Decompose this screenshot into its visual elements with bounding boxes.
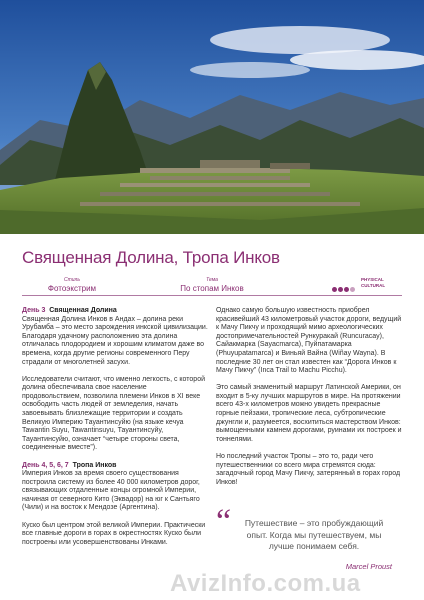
day-label: День 4, 5, 6, 7 <box>22 461 69 469</box>
tour-meta <box>22 277 402 299</box>
day-label: День 3 <box>22 307 46 314</box>
quote-mark-icon: “ <box>216 503 232 540</box>
divider <box>22 295 402 296</box>
quote-text: Путешествие – это пробуждающий опыт. Когда мы путешествуем, мы лучше понимаем себя. <box>244 518 384 551</box>
watermark: AvizInfo.com.ua <box>170 570 361 597</box>
legend-labels <box>361 277 385 288</box>
paragraph: Куско был центром этой великой Империи. Практически все главные дороги в горах в окрестностях Куско были построены или усовершенствованы Инками. <box>22 521 206 546</box>
theme-field <box>152 277 272 294</box>
legend-cultural: CULTURAL <box>361 282 386 288</box>
theme-caption: Тема <box>206 277 218 283</box>
dot-icon <box>332 287 337 292</box>
style-field <box>22 277 122 294</box>
day-text: Священная Долина Инков в Андах – долина реки Урубамба – это место зарождения инкской цивилизации. Благодаря удачному расположению эта долина отличалась плодородием и хорошим климатом даже во времена, когда другие регионы современного Перу страдали от многолетней засухи. <box>22 315 208 366</box>
right-column <box>216 307 404 496</box>
paragraph: Это самый знаменитый маршрут Латинской Америки, он входит в 5-ку лучших маршрутов в мире. На протяжении всего 43-х километров можно увидеть прекрасные горные пейзажи, тропические леса, субтропические джунгли и, разумеется, восхититься мастерством Инков: вымощенными камнем дорогами, руинами их построек и тоннелями. <box>216 384 402 443</box>
theme-value: По стопам Инков <box>180 284 244 293</box>
day-title: Священная Долина <box>49 307 117 314</box>
hero-photo <box>0 0 424 234</box>
dot-icon <box>338 287 343 292</box>
paragraph: Исследователи считают, что именно легкость, с которой долина обеспечивала свое население продовольствием, позволила племени Инков в XI веке освободить часть людей от земледелия, начать завоевывать близлежащие территории и создать Великую Империю Тауантинсуйю (на языке кечуа Tawantin Suyu, Tawantinsuyu, Тауантинсуйу, Тауантинсуйю, означает “четыре стороны света, соединенные вместе”). <box>22 375 206 452</box>
page-title: Священная Долина, Тропа Инков <box>22 248 280 267</box>
legend-physical: PHYSICAL <box>361 277 384 282</box>
quote-author: Marcel Proust <box>345 562 392 571</box>
dot-icon <box>344 287 349 292</box>
mountain-landscape-photo <box>0 0 424 234</box>
left-column <box>22 307 208 556</box>
paragraph: Но последний участок Тропы – это то, ради чего путешественники со всего мира стремятся сюда: загадочный город Мачу Пикчу, затерянный в горах город Инков! <box>216 452 401 486</box>
day-4-7-paragraph <box>22 462 208 514</box>
day-text: Империя Инков за время своего существования построила систему из более 40 000 километров дорог, связывающих отдаленные концы огромной Империи, начиная от северного Кито (Эквадор) на юг к Сантьяго (Чили) и на восток к Мендозе (Аргентина). <box>22 470 200 512</box>
day-3-paragraph <box>22 307 208 367</box>
style-caption: Стиль <box>63 277 80 283</box>
dot-icon <box>350 287 355 292</box>
style-value: Фотоэкстрим <box>47 284 97 293</box>
paragraph: Однако самую большую известность приобрел красивейший 43 километровый участок дороги, ведущий к Мачу Пикчу и проходящий мимо археологических достопримечательностей Рункуракай (Runcuracay), Сайакмарка (Sayacmarca), Пуйпатамарка (Phuyupatamarca) и Виньяй Вайна (Wiñay Wayna). В последние 30 лет он стал известен как “Дорога Инков к Мачу Пикчу” (Inca Trail to Machu Picchu). <box>216 307 402 375</box>
day-title: Тропа Инков <box>72 461 117 469</box>
